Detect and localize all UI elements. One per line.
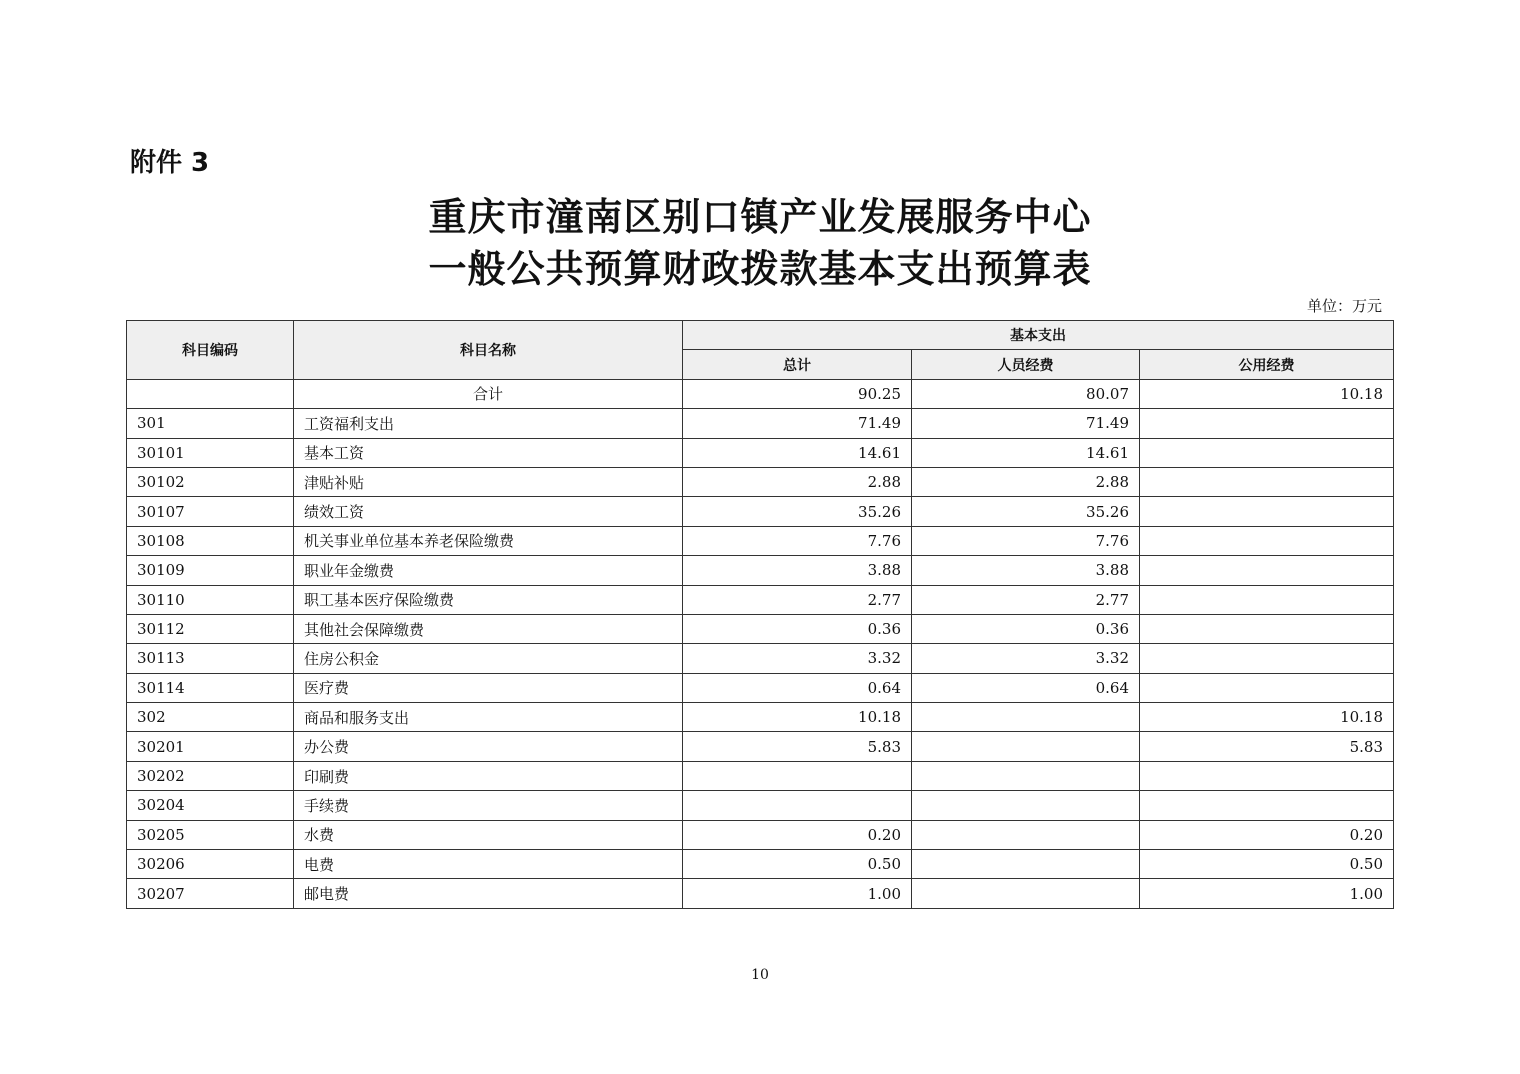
cell-personnel	[912, 703, 1140, 732]
cell-personnel	[912, 850, 1140, 879]
header-personnel-expense: 人员经费	[912, 350, 1140, 379]
cell-name: 合计	[294, 379, 683, 408]
table-row	[127, 732, 1394, 761]
cell-name: 电费	[294, 850, 683, 879]
cell-public: 5.83	[1140, 732, 1394, 761]
cell-personnel: 2.88	[912, 467, 1140, 496]
cell-public	[1140, 644, 1394, 673]
cell-name: 医疗费	[294, 673, 683, 702]
cell-name: 津贴补贴	[294, 467, 683, 496]
cell-code: 30201	[127, 732, 294, 761]
document-title-line-1: 重庆市潼南区别口镇产业发展服务中心	[428, 194, 1092, 239]
cell-total: 2.77	[683, 585, 912, 614]
cell-code: 30204	[127, 791, 294, 820]
cell-name: 印刷费	[294, 761, 683, 790]
cell-total: 0.20	[683, 820, 912, 849]
cell-code: 30114	[127, 673, 294, 702]
table-row	[127, 850, 1394, 879]
page-number: 10	[751, 967, 769, 983]
cell-total: 2.88	[683, 467, 912, 496]
cell-personnel: 35.26	[912, 497, 1140, 526]
cell-code: 30205	[127, 820, 294, 849]
cell-total: 90.25	[683, 379, 912, 408]
cell-public	[1140, 526, 1394, 555]
cell-personnel: 7.76	[912, 526, 1140, 555]
cell-public	[1140, 409, 1394, 438]
cell-personnel: 14.61	[912, 438, 1140, 467]
cell-code: 30108	[127, 526, 294, 555]
cell-total: 10.18	[683, 703, 912, 732]
cell-total: 71.49	[683, 409, 912, 438]
cell-name: 工资福利支出	[294, 409, 683, 438]
table-row	[127, 614, 1394, 643]
cell-personnel: 3.32	[912, 644, 1140, 673]
cell-code	[127, 379, 294, 408]
cell-name: 住房公积金	[294, 644, 683, 673]
cell-public: 10.18	[1140, 379, 1394, 408]
cell-public	[1140, 467, 1394, 496]
cell-personnel: 2.77	[912, 585, 1140, 614]
cell-public	[1140, 438, 1394, 467]
cell-personnel	[912, 791, 1140, 820]
header-subject-code: 科目编码	[127, 321, 294, 380]
table-row	[127, 467, 1394, 496]
table-row	[127, 703, 1394, 732]
cell-total	[683, 761, 912, 790]
cell-personnel	[912, 820, 1140, 849]
unit-label: 单位：万元	[1306, 297, 1382, 315]
table-row	[127, 409, 1394, 438]
cell-code: 30110	[127, 585, 294, 614]
table-row	[127, 497, 1394, 526]
table-row	[127, 761, 1394, 790]
cell-code: 301	[127, 409, 294, 438]
cell-personnel	[912, 761, 1140, 790]
cell-public	[1140, 791, 1394, 820]
header-basic-expenditure: 基本支出	[683, 321, 1394, 350]
cell-total: 1.00	[683, 879, 912, 908]
attachment-label: 附件 3	[130, 148, 210, 178]
cell-personnel: 80.07	[912, 379, 1140, 408]
cell-personnel: 0.36	[912, 614, 1140, 643]
cell-name: 机关事业单位基本养老保险缴费	[294, 526, 683, 555]
cell-code: 30202	[127, 761, 294, 790]
table-row	[127, 438, 1394, 467]
cell-public	[1140, 497, 1394, 526]
cell-code: 302	[127, 703, 294, 732]
cell-total: 35.26	[683, 497, 912, 526]
cell-total: 0.64	[683, 673, 912, 702]
cell-public: 1.00	[1140, 879, 1394, 908]
document-title-line-2: 一般公共预算财政拨款基本支出预算表	[428, 246, 1092, 291]
cell-code: 30112	[127, 614, 294, 643]
cell-public: 10.18	[1140, 703, 1394, 732]
cell-name: 商品和服务支出	[294, 703, 683, 732]
cell-public	[1140, 614, 1394, 643]
table-row	[127, 820, 1394, 849]
cell-total	[683, 791, 912, 820]
cell-public	[1140, 673, 1394, 702]
cell-total: 0.36	[683, 614, 912, 643]
cell-name: 基本工资	[294, 438, 683, 467]
table-row	[127, 791, 1394, 820]
cell-name: 手续费	[294, 791, 683, 820]
cell-personnel	[912, 732, 1140, 761]
cell-total: 3.88	[683, 556, 912, 585]
cell-public: 0.50	[1140, 850, 1394, 879]
budget-table-header	[127, 321, 1394, 380]
cell-total: 3.32	[683, 644, 912, 673]
cell-name: 邮电费	[294, 879, 683, 908]
cell-personnel: 71.49	[912, 409, 1140, 438]
header-public-expense: 公用经费	[1140, 350, 1394, 379]
cell-total: 7.76	[683, 526, 912, 555]
cell-name: 职业年金缴费	[294, 556, 683, 585]
table-row	[127, 644, 1394, 673]
cell-code: 30101	[127, 438, 294, 467]
header-subject-name: 科目名称	[294, 321, 683, 380]
cell-name: 绩效工资	[294, 497, 683, 526]
table-row	[127, 556, 1394, 585]
budget-table-body	[127, 379, 1394, 908]
cell-code: 30102	[127, 467, 294, 496]
cell-total: 0.50	[683, 850, 912, 879]
cell-public	[1140, 585, 1394, 614]
cell-code: 30113	[127, 644, 294, 673]
cell-name: 办公费	[294, 732, 683, 761]
header-total: 总计	[683, 350, 912, 379]
cell-name: 职工基本医疗保险缴费	[294, 585, 683, 614]
cell-personnel: 0.64	[912, 673, 1140, 702]
cell-code: 30206	[127, 850, 294, 879]
cell-name: 水费	[294, 820, 683, 849]
cell-public	[1140, 556, 1394, 585]
table-row	[127, 879, 1394, 908]
cell-total: 5.83	[683, 732, 912, 761]
total-row	[127, 379, 1394, 408]
cell-personnel	[912, 879, 1140, 908]
cell-code: 30107	[127, 497, 294, 526]
table-row	[127, 585, 1394, 614]
cell-code: 30207	[127, 879, 294, 908]
cell-name: 其他社会保障缴费	[294, 614, 683, 643]
cell-code: 30109	[127, 556, 294, 585]
cell-public	[1140, 761, 1394, 790]
cell-public: 0.20	[1140, 820, 1394, 849]
table-row	[127, 526, 1394, 555]
table-row	[127, 673, 1394, 702]
cell-total: 14.61	[683, 438, 912, 467]
cell-personnel: 3.88	[912, 556, 1140, 585]
budget-table	[126, 320, 1394, 909]
